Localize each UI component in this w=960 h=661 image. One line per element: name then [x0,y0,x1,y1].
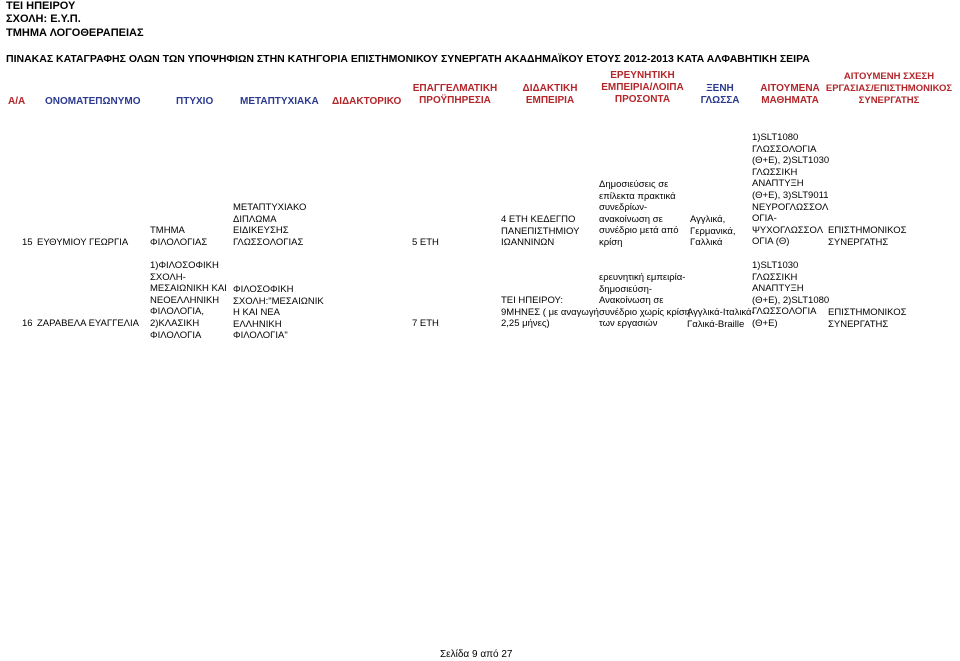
page-number: Σελίδα 9 από 27 [440,649,513,660]
row-teaching: 4 ΕΤΗ ΚΕΔΕΓΠΟ ΠΑΝΕΠΙΣΤΗΜΙΟΥ ΙΩΑΝΝΙΝΩΝ [501,214,580,249]
row-masters: ΜΕΤΑΠΤΥΧΙΑΚΟ ΔΙΠΛΩΜΑ ΕΙΔΙΚΕΥΣΗΣ ΓΛΩΣΣΟΛΟΓΙΑΣ [233,202,307,248]
col-relation: ΑΙΤΟΥΜΕΝΗ ΣΧΕΣΗ ΕΡΓΑΣΙΑΣ/ΕΠΙΣΤΗΜΟΝΙΚΟΣ ΣΥΝΕΡΓΑΤΗΣ [825,71,953,106]
col-teaching: ΔΙΔΑΚΤΙΚΗ ΕΜΠΕΙΡΙΑ [522,83,578,106]
school-name: ΣΧΟΛΗ: Ε.Υ.Π. [6,13,81,25]
row-professional: 5 ΕΤΗ [412,237,439,248]
row-language: Αγγλικά-Ιταλικά- Γαλικά-Braille [687,307,755,330]
row-masters: ΦΙΛΟΣΟΦΙΚΗ ΣΧΟΛΗ:"ΜΕΣΑΙΩΝΙΚ Η ΚΑΙ ΝΕΑ ΕΛΛΗΝΙΚΗ ΦΙΛΟΛΟΓΙΑ" [233,284,324,342]
col-masters: ΜΕΤΑΠΤΥΧΙΑΚΑ [240,96,319,107]
row-number: 16 [22,318,33,329]
row-number: 15 [22,237,33,248]
institution-name: ΤΕΙ ΗΠΕΙΡΟΥ [6,0,76,12]
col-name: ΟΝΟΜΑΤΕΠΩΝΥΜΟ [45,96,141,107]
table-title: ΠΙΝΑΚΑΣ ΚΑΤΑΓΡΑΦΗΣ ΟΛΩΝ ΤΩΝ ΥΠΟΨΗΦΙΩΝ ΣΤΗΝ ΚΑΤΗΓΟΡΙΑ ΕΠΙΣΤΗΜΟΝΙΚΟΥ ΣΥΝΕΡΓΑΤΗ ΑΚΑΔΗΜΑΪΚΟΥ ΕΤΟΥΣ 2012-2013 ΚΑΤΑ ΑΛΦΑΒΗΤΙΚΗ ΣΕΙΡΑ [6,53,810,65]
row-name: ΕΥΘΥΜΙΟΥ ΓΕΩΡΓΙΑ [37,237,129,248]
department-name: ΤΜΗΜΑ ΛΟΓΟΘΕΡΑΠΕΙΑΣ [6,27,144,39]
row-research: ερευνητική εμπειρία- δημοσιεύση- Ανακοίνωση σε συνέδριο χωρίς κρίση των εργασιών [599,272,691,330]
row-degree: ΤΜΗΜΑ ΦΙΛΟΛΟΓΙΑΣ [150,225,208,248]
col-research: ΕΡΕΥΝΗΤΙΚΗ ΕΜΠΕΙΡΙΑ/ΛΟΙΠΑ ΠΡΟΣΟΝΤΑ [601,70,684,105]
col-aa: Α/Α [8,96,26,107]
col-courses: ΑΙΤΟΥΜΕΝΑ ΜΑΘΗΜΑΤΑ [760,83,820,106]
row-language: Αγγλικά, Γερμανικά, Γαλλικά [690,214,736,249]
col-phd: ΔΙΔΑΚΤΟΡΙΚΟ [332,96,402,107]
row-teaching: ΤΕΙ ΗΠΕΙΡΟΥ: 9ΜΗΝΕΣ ( με αναγωγή 2,25 μήνες) [501,295,599,330]
row-name: ΖΑΡΑΒΕΛΑ ΕΥΑΓΓΕΛΙΑ [37,318,140,329]
row-research: Δημοσιεύσεις σε επίλεκτα πρακτικά συνεδρίων- ανακοίνωση σε συνέδριο μετά από κρίση [599,179,679,248]
row-professional: 7 ΕΤΗ [412,318,439,329]
row-courses: 1)SLT1030 ΓΛΩΣΣΙΚΗ ΑΝΑΠΤΥΞΗ (Θ+Ε), 2)SLT1080 ΓΛΩΣΣΟΛΟΓΙΑ (Θ+Ε) [752,260,830,329]
row-relation: ΕΠΙΣΤΗΜΟΝΙΚΟΣ ΣΥΝΕΡΓΑΤΗΣ [828,307,907,330]
row-courses: 1)SLT1080 ΓΛΩΣΣΟΛΟΓΙΑ (Θ+Ε), 2)SLT1030 ΓΛΩΣΣΙΚΗ ΑΝΑΠΤΥΞΗ (Θ+Ε), 3)SLT9011 ΝΕΥΡΟΓΛΩΣΣΟΛ ΟΓΙΑ- ΨΥΧΟΓΛΩΣΣΟΛ ΟΓΙΑ (Θ) [752,132,830,248]
col-professional: ΕΠΑΓΓΕΛΜΑΤΙΚΗ ΠΡΟΫΠΗΡΕΣΙΑ [412,83,498,106]
col-language: ΞΕΝΗ ΓΛΩΣΣΑ [700,83,740,106]
row-relation: ΕΠΙΣΤΗΜΟΝΙΚΟΣ ΣΥΝΕΡΓΑΤΗΣ [828,225,907,248]
col-degree: ΠΤΥΧΙΟ [176,96,214,107]
row-degree: 1)ΦΙΛΟΣΟΦΙΚΗ ΣΧΟΛΗ- ΜΕΣΑΙΩΝΙΚΗ ΚΑΙ ΝΕΟΕΛΛΗΝΙΚΗ ΦΙΛΟΛΟΓΙΑ, 2)ΚΛΑΣΙΚΗ ΦΙΛΟΛΟΓΙΑ [150,260,227,341]
